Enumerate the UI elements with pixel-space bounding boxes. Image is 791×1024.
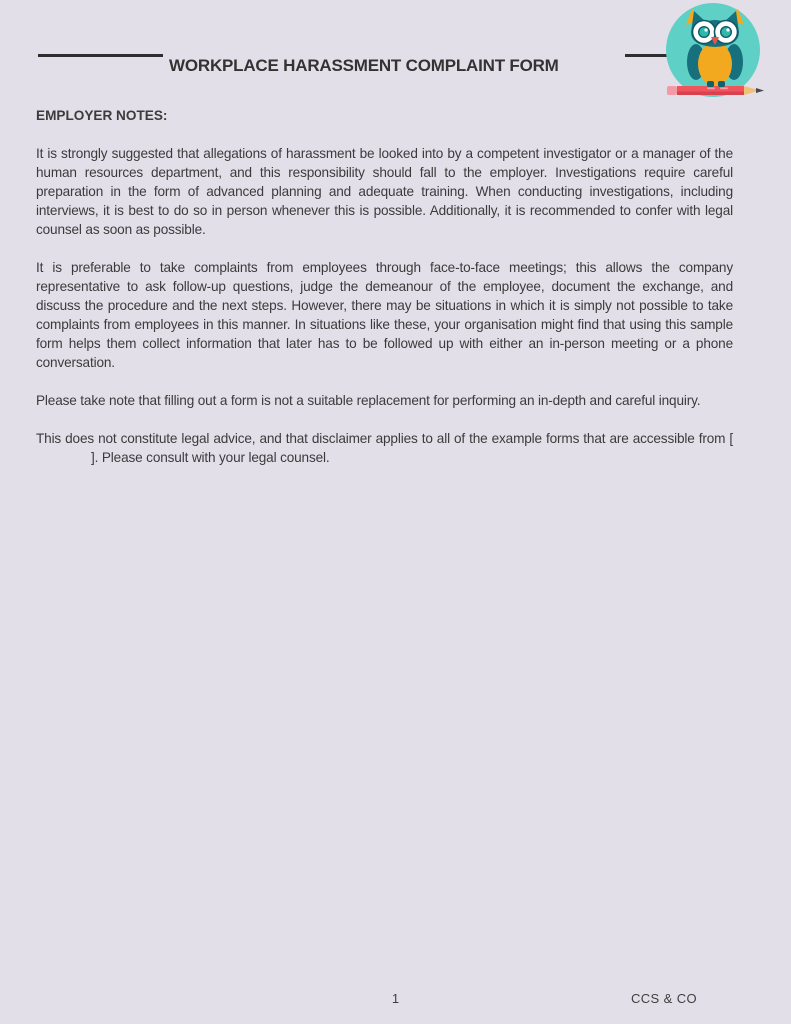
- disclaimer-text-before: This does not constitute legal advice, and that disclaimer applies to all of the example forms that are accessible from [: [36, 431, 733, 446]
- owl-icon: [663, 2, 767, 106]
- document-body: [36, 106, 733, 486]
- paragraph-face-to-face: It is preferable to take complaints from employees through face-to-face meetings; this allows the company representative to ask follow-up questions, judge the demeanour of the employee, document the exchange, and discuss the procedure and the next steps. However, there may be situations in which it is simply not possible to take complaints from employees in this manner. In situations like these, your organisation might find that using this sample form helps them collect information that later has to be followed up with either an in-person meeting or a phone conversation.: [36, 260, 733, 370]
- paragraph-disclaimer: [36, 429, 733, 467]
- paragraph-form-note: Please take note that filling out a form is not a suitable replacement for performing an in-depth and careful inquiry.: [36, 393, 701, 408]
- owl-on-pencil-logo: [663, 2, 767, 106]
- section-heading: EMPLOYER NOTES:: [36, 108, 168, 123]
- disclaimer-text-after: ]. Please consult with your legal counsel.: [91, 450, 330, 465]
- title-rule-left: [38, 54, 163, 57]
- page-title: WORKPLACE HARASSMENT COMPLAINT FORM: [169, 56, 559, 76]
- footer-company-name: CCS & CO: [630, 991, 697, 1006]
- page-number: 1: [391, 991, 400, 1006]
- paragraph-investigation-advice: It is strongly suggested that allegations of harassment be looked into by a competent investigator or a manager of the human resources department, and this responsibility should fall to the employer. Investigations require careful preparation in the form of advanced planning and adequate training. When conducting investigations, including interviews, it is best to do so in person whenever this is possible. Additionally, it is recommended to confer with legal counsel as soon as possible.: [36, 146, 733, 237]
- title-rule-right: [625, 54, 668, 57]
